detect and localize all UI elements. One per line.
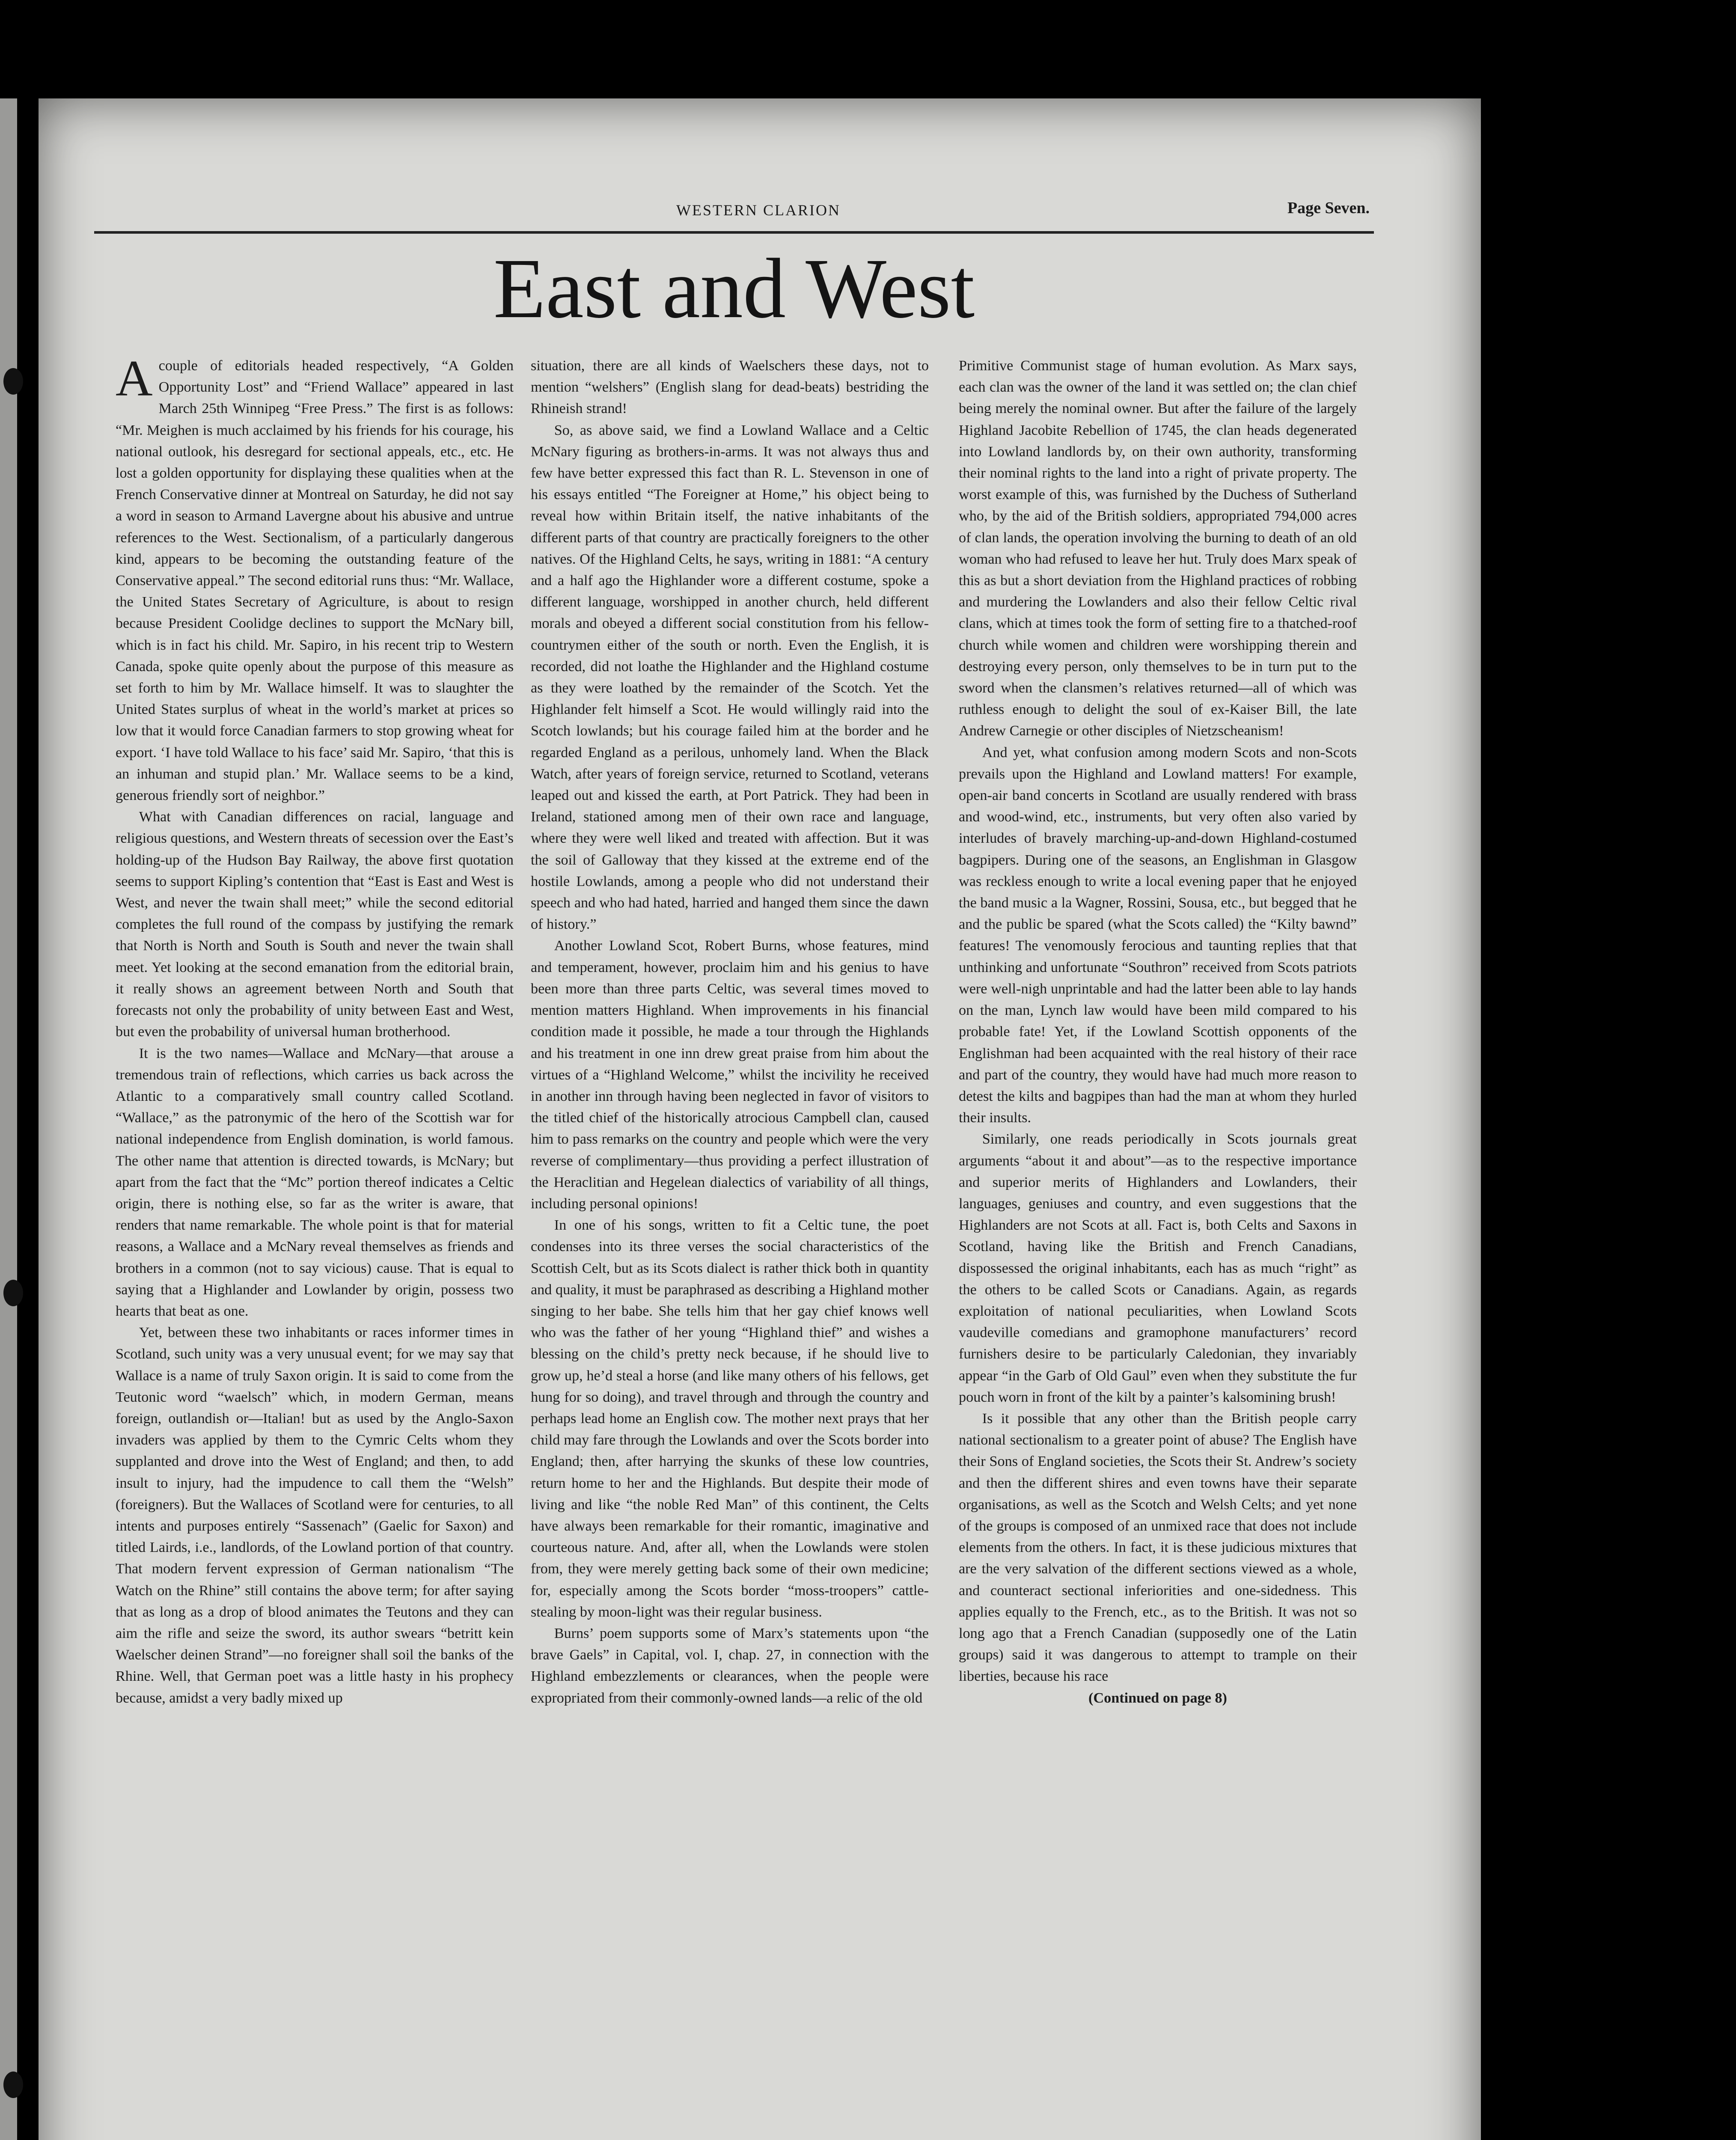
page-number: Page Seven. [1287, 199, 1370, 217]
continued-note: (Continued on page 8) [1088, 1690, 1227, 1706]
article-title: East and West [493, 241, 975, 336]
paragraph: Is it possible that any other than the British people carry national sectionalism to a greater point of abuse? The English have their Sons of England societies, the Scots their St. Andrew’s society and then the different shires and even towns have their separate organisations, as well as the Scotch and Welsh Celts; and yet none of the groups is composed of an unmixed race that does not include elements from the others. In fact, it is these judicious mixtures that are the very salvation of the different sections viewed as a whole, and counteract sectional inferiorities and one-sidedness. This applies equally to the French, etc., as to the British. It was not so long ago that a French Canadian (supposedly one of the Latin groups) said it was dangerous to attempt to trample on their liberties, because his race [959, 1410, 1357, 1685]
text-column-3 [959, 355, 1357, 2067]
paragraph: situation, there are all kinds of Waelschers these days, not to mention “welshers” (English slang for dead-beats) bestriding the Rhineish strand! [531, 358, 929, 417]
paragraph: Yet, between these two inhabitants or races informer times in Scotland, such unity was a very unusual event; for we may say that Wallace is a name of truly Saxon origin. It is said to come from the Teutonic word “waelsch” which, in modern German, means foreign, outlandish or—Italian! but as used by the Anglo-Saxon invaders was applied by them to the Cymric Celts whom they supplanted and drove into the West of England; and then, to add insult to injury, had the impudence to call them the “Welsh” (foreigners). But the Wallaces of Scotland were for centuries, to all intents and purposes entirely “Sassenach” (Gaelic for Saxon) and titled Lairds, i.e., landlords, of the Lowland portion of that country. That modern fervent expression of German nationalism “The Watch on the Rhine” still contains the above term; for after saying that as long as a drop of blood animates the Teutons and they can aim the rifle and seize the sword, its author swears “betritt kein Waelscher deinen Strand”—no foreigner shall soil the banks of the Rhine. Well, that German poet was a little hasty in his prophecy because, amidst a very badly mixed up [116, 1325, 514, 1706]
paragraph: Another Lowland Scot, Robert Burns, whose features, mind and temperament, however, proclaim him and his genius to have been more than three parts Celtic, was several times moved to mention matters Highland. When improvements in his financial condition made it possible, he made a tour through the Highlands and his treatment in one inn drew great praise from him about the virtues of a “Highland Welcome,” whilst the incivility he received in another inn through having been neglected in favor of visitors to the titled chief of the historically atrocious Campbell clan, caused him to pass remarks on the country and people which were the very reverse of complimentary—thus providing a perfect illustration of the Heraclitian and Hegelean dialectics of variability of all things, including personal opinions! [531, 938, 929, 1212]
punch-hole-bottom [3, 2072, 23, 2098]
paragraph: In one of his songs, written to fit a Celtic tune, the poet condenses into its three verses the social characteristics of the Scottish Celt, but as its Scots dialect is rather thick both in quantity and quality, it must be paraphrased as describing a Highland mother singing to her babe. She tells him that her gay chief knows well who was the father of her young “Highland thief” and wishes a blessing on the child’s pretty neck because, if he should live to grow up, he’d steal a horse (and like many others of his fellows, get hung for so doing), and travel through and through the country and perhaps lead home an English cow. The mother next prays that her child may fare through the Lowlands and over the Scots border into England; then, after harrying the skunks of these low countries, return home to her and the Highlands. But despite their mode of living and like “the noble Red Man” of this continent, the Celts have always been remarkable for their romantic, imaginative and courteous nature. And, after all, when the Lowlands were stolen from, they were merely getting back some of their own medicine; for, especially among the Scots border “moss-troopers” cattle-stealing by moon-light was their regular business. [531, 1217, 929, 1620]
binding-strip [0, 98, 17, 2140]
paragraph [116, 355, 514, 806]
paragraph-text: couple of editorials headed respectively, “A Golden Opportunity Lost” and “Friend Wallace” appeared in last March 25th Winnipeg “Free Press.” The first is as follows: “Mr. Meighen is much acclaimed by his friends for his courage, his national outlook, his desregard for sectional appeals, etc., etc. He lost a golden opportunity for displaying these qualities when at the French Conservative dinner at Montreal on Saturday, he did not say a word in season to Armand Lavergne about his abusive and untrue references to the West. Sectionalism, of a particularly dangerous kind, appears to be becoming the outstanding feature of the Conservative appeal.” The second editorial runs thus: “Mr. Wallace, the United States Secretary of Agriculture, is about to resign because President Coolidge declines to support the McNary bill, which is in fact his child. Mr. Sapiro, in his recent trip to Western Canada, spoke quite openly about the purpose of this measure as set forth to him by Mr. Wallace himself. It was to slaughter the United States surplus of wheat in the world’s market at prices so low that it would force Canadian farmers to stop growing wheat for export. ‘I have told Wallace to his face’ said Mr. Sapiro, ‘that this is an inhuman and stupid plan.’ Mr. Wallace seems to be a kind, generous friendly sort of neighbor.” [116, 358, 514, 804]
paragraph: And yet, what confusion among modern Scots and non-Scots prevails upon the Highland and Lowland matters! For example, open-air band concerts in Scotland are usually rendered with brass and wood-wind, etc., instruments, but very often also varied by interludes of bravely marching-up-and-down Highland-costumed bagpipers. During one of the seasons, an Englishman in Glasgow was reckless enough to write a local evening paper that he enjoyed the band music a la Wagner, Rossini, Sousa, etc., but begged that he and the public be spared (what the Scots called) the “Kilty bawnd” features! The venomously ferocious and taunting replies that that unthinking and unfortunate “Southron” received from Scots patriots were well-nigh unprintable and had the latter been able to lay hands on the man, Lynch law would have been mild compared to his probable fate! Yet, if the Lowland Scottish opponents of the Englishman had been acquainted with the real history of their race and part of the country, they would have had much more reason to detest the kilts and bagpipes than had the man at whom they hurled their insults. [959, 744, 1357, 1126]
running-title: WESTERN CLARION [676, 202, 841, 219]
paragraph: So, as above said, we find a Lowland Wallace and a Celtic McNary figuring as brothers-in-arms. It was not always thus and few have better expressed this fact than R. L. Stevenson in one of his essays entitled “The Foreigner at Home,” his object being to reveal how within Britain itself, the native inhabitants of the different parts of that country are practically foreigners to the other natives. Of the Highland Celts, he says, writing in 1881: “A century and a half ago the Highlander wore a different costume, spoke a different language, worshipped in another church, held different morals and obeyed a different social constitution from his fellow-countrymen either of the south or north. Even the English, it is recorded, did not loathe the Highlander and the Highland costume as they were loathed by the remainder of the Scotch. Yet the Highlander felt himself a Scot. He would willingly raid into the Scotch lowlands; but his courage failed him at the border and he regarded England as a perilous, unhomely land. When the Black Watch, after years of foreign service, returned to Scotland, veterans leaped out and kissed the earth, at Port Patrick. They had been in Ireland, stationed among men of their own race and language, where they were well liked and treated with affection. But it was the soil of Galloway that they kissed at the extreme end of the hostile Lowlands, among a people who did not understand their speech and who had hated, harried and hanged them since the dawn of history.” [531, 422, 929, 933]
text-column-1 [116, 355, 514, 2067]
paragraph: It is the two names—Wallace and McNary—that arouse a tremendous train of reflections, which carries us back across the Atlantic to a comparatively small country called Scotland. “Wallace,” as the patronymic of the hero of the Scottish war for national independence from English domination, is world famous. The other name that attention is directed towards, is McNary; but apart from the fact that the “Mc” portion thereof indicates a Celtic origin, there is nothing else, so far as the writer is aware, that renders that name remarkable. The whole point is that for material reasons, a Wallace and a McNary reveal themselves as friends and brothers in a common (not to say vicious) cause. That is equal to saying that a Highlander and Lowlander by origin, possess two hearts that beat as one. [116, 1045, 514, 1319]
paragraph: Burns’ poem supports some of Marx’s statements upon “the brave Gaels” in Capital, vol. I, chap. 27, in connection with the Highland embezzlements or clearances, when the people were expropriated from their commonly-owned lands—a relic of the old [531, 1625, 929, 1706]
paragraph: Primitive Communist stage of human evolution. As Marx says, each clan was the owner of the land it was settled on; the clan chief being merely the nominal owner. But after the failure of the largely Highland Jacobite Rebellion of 1745, the clan heads degenerated into Lowland landlords by, on their own authority, transforming their nominal rights to the land into a right of private property. The worst example of this, was furnished by the Duchess of Sutherland who, by the aid of the British soldiers, appropriated 794,000 acres of clan lands, the operation involving the burning to death of an old woman who had refused to leave her hut. Truly does Marx speak of this as but a short deviation from the Highland practices of robbing and murdering the Lowlanders and also their fellow Celtic rival clans, which at times took the form of setting fire to a thatched-roof church while women and children were worshipping therein and destroying every person, only themselves to be in turn put to the sword when the clansmen’s relatives returned—all of which was ruthless enough to delight the soul of ex-Kaiser Bill, the late Andrew Carnegie or other disciples of Nietzscheanism! [959, 358, 1357, 739]
punch-hole-middle [3, 1280, 23, 1306]
paragraph: What with Canadian differences on racial, language and religious questions, and Western threats of secession over the East’s holding-up of the Hudson Bay Railway, the above first quotation seems to support Kipling’s contention that “East is East and West is West, and never the twain shall meet;” while the second editorial completes the full round of the compass by justifying the remark that North is North and South is South and never the twain shall meet. Yet looking at the second emanation from the editorial brain, it really shows an agreement between North and South that forecasts not only the probability of unity between East and West, but even the probability of universal human brotherhood. [116, 809, 514, 1040]
punch-hole-top [3, 368, 23, 395]
paragraph: Similarly, one reads periodically in Scots journals great arguments “about it and about”—as to the respective importance and superior merits of Highlanders and Lowlanders, their languages, geniuses and country, and even suggestions that the Highlanders are not Scots at all. Fact is, both Celts and Saxons in Scotland, having like the British and French Canadians, dispossessed the original inhabitants, each has as much “right” as the others to be called Scots or Canadians. Again, as regards exploitation of national peculiarities, when Lowland Scots vaudeville comedians and gramophone manufacturers’ record furnishers desire to be particularly Caledonian, they invariably appear “in the Garb of Old Gaul” even when they substitute the fur pouch worn in front of the kilt by a painter’s kalsomining brush! [959, 1131, 1357, 1405]
page-header [94, 197, 1374, 234]
text-column-2 [531, 355, 929, 2067]
drop-cap: A [116, 355, 153, 407]
